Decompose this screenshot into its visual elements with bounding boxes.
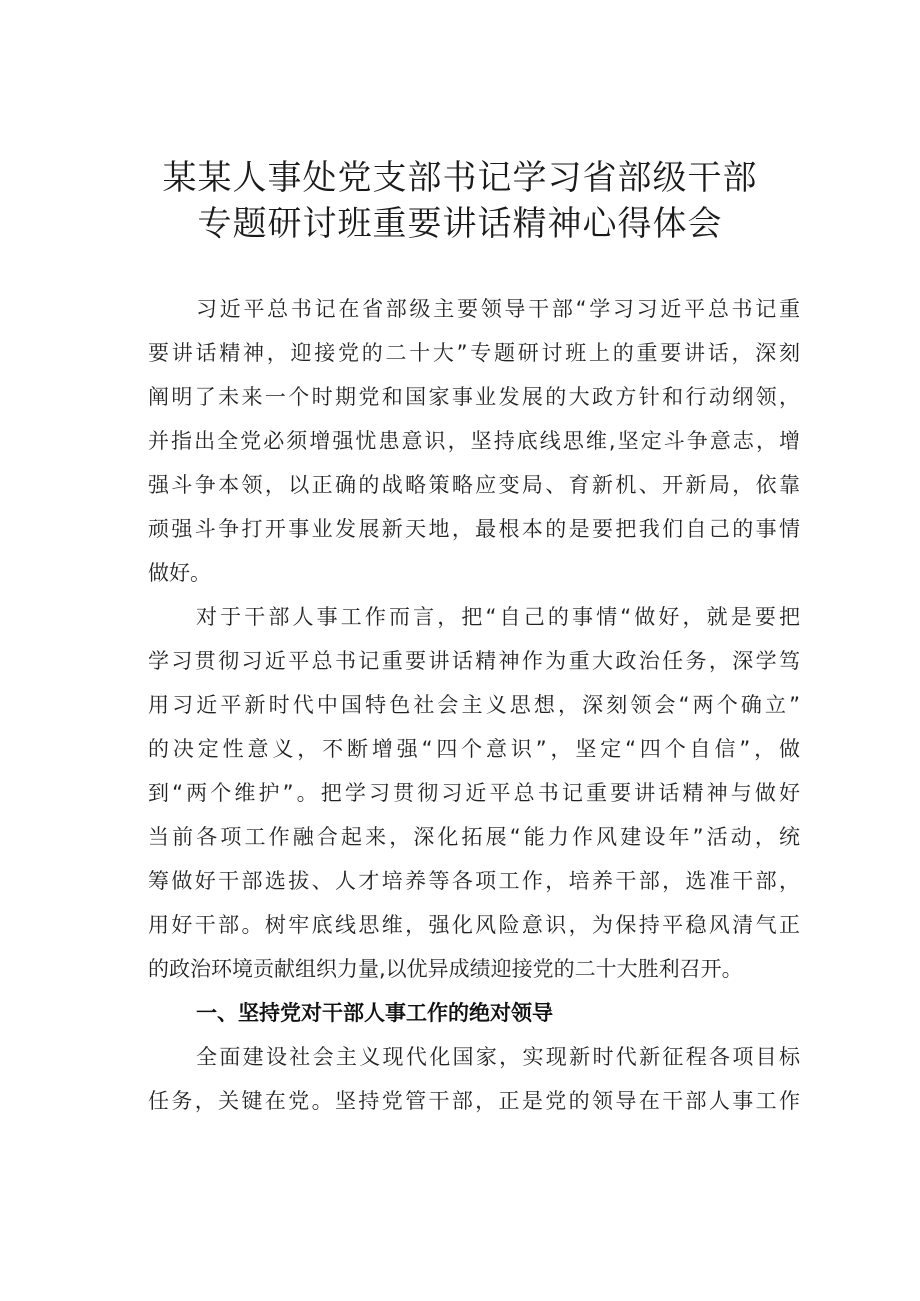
document-title-line-1: 某某人事处党支部书记学习省部级干部 [162,158,758,198]
paragraph-2-line-9: 的政治环境贡献组织力量,以优异成绩迎接党的二十大胜利召开。 [148,957,743,981]
paragraph-1-line-7: 做好。 [148,561,211,585]
paragraph-1-line-4: 并指出全党必须增强忧患意识，坚持底线思维,坚定斗争意志，增 [148,429,800,453]
paragraph-1-line-3: 阐明了未来一个时期党和国家事业发展的大政方针和行动纲领， [148,385,800,409]
document-title-line-2: 专题研讨班重要讲话精神心得体会 [197,204,723,244]
paragraph-2-line-8: 用好干部。树牢底线思维，强化风险意识，为保持平稳风清气正 [148,913,800,937]
paragraph-2-line-1: 对于干部人事工作而言，把“自己的事情“做好，就是要把 [196,605,800,629]
paragraph-2-line-4: 的决定性意义，不断增强“四个意识”，坚定“四个自信”，做 [148,737,800,761]
paragraph-1-line-5: 强斗争本领，以正确的战略策略应变局、育新机、开新局，依靠 [148,473,800,497]
paragraph-2-line-3: 用习近平新时代中国特色社会主义思想，深刻领会“两个确立” [148,693,800,717]
paragraph-1-line-6: 顽强斗争打开事业发展新天地，最根本的是要把我们自己的事情 [148,517,800,541]
paragraph-2-line-2: 学习贯彻习近平总书记重要讲话精神作为重大政治任务，深学笃 [148,649,800,673]
paragraph-1-line-1: 习近平总书记在省部级主要领导干部“学习习近平总书记重 [196,297,800,321]
paragraph-2-line-7: 筹做好干部选拔、人才培养等各项工作，培养干部，选准干部， [148,869,800,893]
paragraph-3-line-1: 全面建设社会主义现代化国家，实现新时代新征程各项目标 [196,1045,800,1069]
paragraph-3-line-2: 任务，关键在党。坚持党管干部，正是党的领导在干部人事工作 [148,1089,800,1113]
paragraph-2-line-6: 当前各项工作融合起来，深化拓展“能力作风建设年”活动，统 [148,825,800,849]
section-1-heading: 一、坚持党对干部人事工作的绝对领导 [196,1001,553,1025]
paragraph-1-line-2: 要讲话精神，迎接党的二十大”专题研讨班上的重要讲话，深刻 [148,341,800,365]
paragraph-2-line-5: 到“两个维护”。把学习贯彻习近平总书记重要讲话精神与做好 [148,781,800,805]
